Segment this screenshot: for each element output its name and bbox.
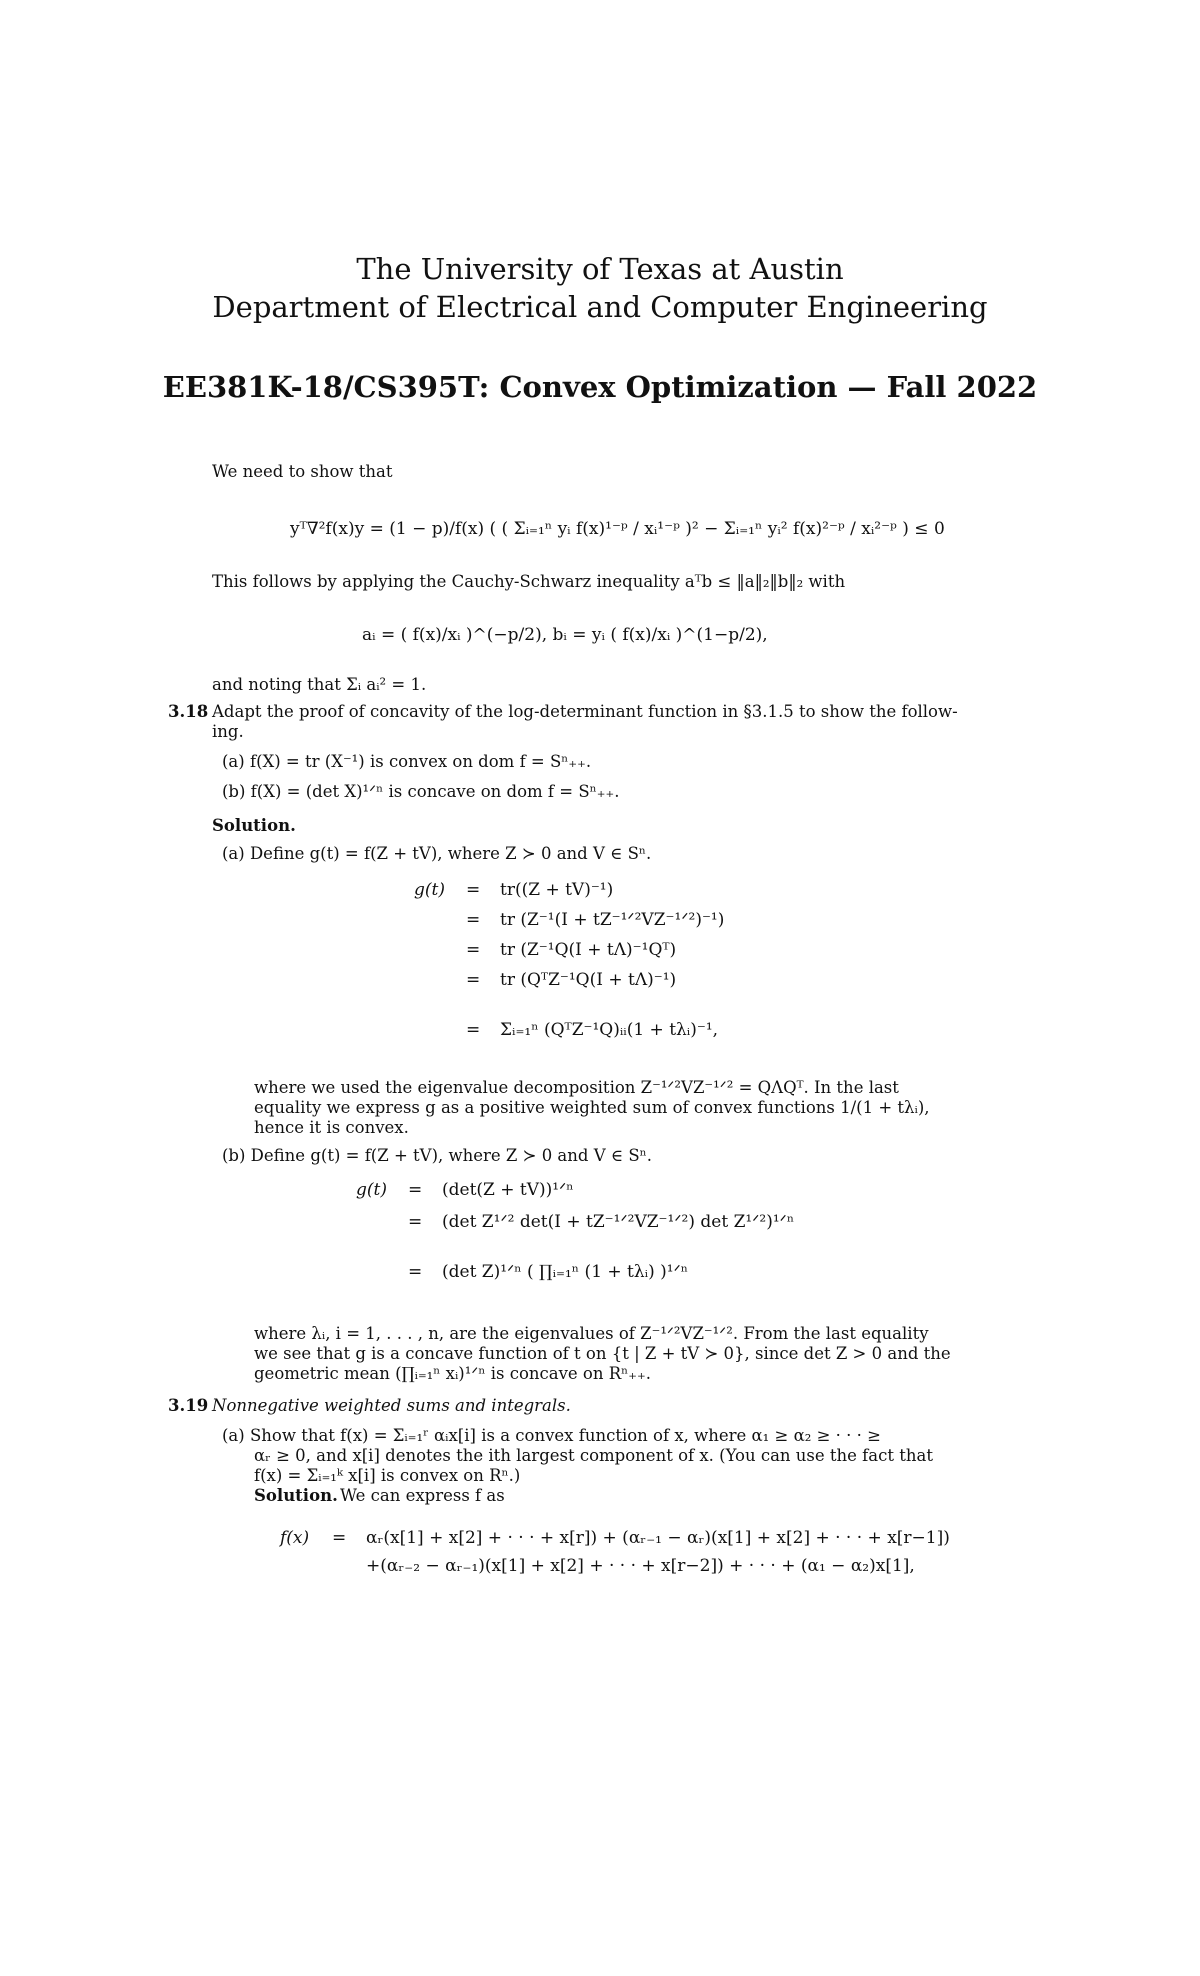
eq-sign: = [466,880,481,900]
cauchy-schwarz-text: This follows by applying the Cauchy-Schwarz inequality aᵀb ≤ ‖a‖₂‖b‖₂ with [212,572,846,591]
problem-3-19-a-3: f(x) = Σᵢ₌₁ᵏ x[i] is convex on Rⁿ.) [254,1466,521,1485]
solution-label: Solution. [212,816,296,835]
f-expansion-row-1: αᵣ(x[1] + x[2] + · · · + x[r]) + (αᵣ₋₁ − αᵣ)(x[1] + x[2] + · · · + x[r−1]) [366,1528,950,1548]
solution-b-lhs: g(t) [356,1180,387,1200]
intro-text: We need to show that [212,462,393,481]
eq-sign: = [466,1020,481,1040]
eq-sign: = [408,1180,423,1200]
eq-sign: = [332,1528,347,1548]
solution-a-after-1: where we used the eigenvalue decomposition Z⁻¹ᐟ²VZ⁻¹ᐟ² = QΛQᵀ. In the last [254,1078,899,1097]
problem-3-19-a-1: (a) Show that f(x) = Σᵢ₌₁ʳ αᵢx[i] is a convex function of x, where α₁ ≥ α₂ ≥ · · · ≥ [222,1426,881,1445]
solution-a-intro: (a) Define g(t) = f(Z + tV), where Z ≻ 0 and V ∈ Sⁿ. [222,844,652,863]
solution-a-row: tr((Z + tV)⁻¹) [500,880,614,900]
solution-b-after-3: geometric mean (∏ᵢ₌₁ⁿ xᵢ)¹ᐟⁿ is concave on Rⁿ₊₊. [254,1364,651,1383]
solution-a-row: tr (Z⁻¹Q(I + tΛ)⁻¹Qᵀ) [500,940,677,960]
department-name: Department of Electrical and Computer Engineering [212,290,988,324]
equation-main-text: yᵀ∇²f(x)y = (1 − p)/f(x) ( ( Σᵢ₌₁ⁿ yᵢ f(x)¹⁻ᵖ / xᵢ¹⁻ᵖ )² − Σᵢ₌₁ⁿ yᵢ² f(x)²⁻ᵖ / xᵢ²⁻ᵖ ) ≤ 0 [290,519,945,539]
equation-main [290,490,945,562]
solution-b-row: (det(Z + tV))¹ᐟⁿ [442,1180,574,1200]
eq-sign: = [408,1262,423,1282]
problem-3-19-title: Nonnegative weighted sums and integrals. [212,1396,571,1415]
solution-a-after-3: hence it is convex. [254,1118,409,1137]
solution-b-after-1: where λᵢ, i = 1, . . . , n, are the eigenvalues of Z⁻¹ᐟ²VZ⁻¹ᐟ². From the last equality [254,1324,929,1343]
solution-a-row: Σᵢ₌₁ⁿ (QᵀZ⁻¹Q)ᵢᵢ(1 + tλᵢ)⁻¹, [500,1020,719,1040]
f-expansion-row-2: +(αᵣ₋₂ − αᵣ₋₁)(x[1] + x[2] + · · · + x[r−2]) + · · · + (α₁ − α₂)x[1], [366,1556,915,1576]
solution-b-after-2: we see that g is a concave function of t on {t | Z + tV ≻ 0}, since det Z > 0 and the [254,1344,951,1363]
solution-b-intro: (b) Define g(t) = f(Z + tV), where Z ≻ 0 and V ∈ Sⁿ. [222,1146,653,1165]
solution-a-lhs: g(t) [414,880,445,900]
solution-label-3-19: Solution. [254,1486,338,1505]
f-lhs: f(x) [280,1528,310,1548]
problem-3-19-a-2: αᵣ ≥ 0, and x[i] denotes the ith largest component of x. (You can use the fact that [254,1446,933,1465]
solution-a-after-2: equality we express g as a positive weighted sum of convex functions 1/(1 + tλᵢ), [254,1098,930,1117]
solution-3-19-text: We can express f as [340,1486,505,1505]
problem-3-18-text-1: Adapt the proof of concavity of the log-determinant function in §3.1.5 to show the follow- [212,702,958,721]
eq-sign: = [466,970,481,990]
solution-b-row: (det Z¹ᐟ² det(I + tZ⁻¹ᐟ²VZ⁻¹ᐟ²) det Z¹ᐟ²)¹ᐟⁿ [442,1212,795,1232]
equation-ab [362,606,782,666]
problem-3-18-a: (a) f(X) = tr (X⁻¹) is convex on dom f = Sⁿ₊₊. [222,752,592,771]
solution-a-row: tr (QᵀZ⁻¹Q(I + tΛ)⁻¹) [500,970,677,990]
course-title: EE381K-18/CS395T: Convex Optimization — Fall 2022 [162,370,1038,404]
equation-ab-text: aᵢ = ( f(x)/xᵢ )^(−p/2), bᵢ = yᵢ ( f(x)/xᵢ )^(1−p/2), [362,625,768,645]
problem-number-3-18: 3.18 [168,702,209,721]
noting-text: and noting that Σᵢ aᵢ² = 1. [212,675,427,694]
eq-sign: = [466,910,481,930]
eq-sign: = [408,1212,423,1232]
solution-a-row: tr (Z⁻¹(I + tZ⁻¹ᐟ²VZ⁻¹ᐟ²)⁻¹) [500,910,725,930]
solution-b-row: (det Z)¹ᐟⁿ ( ∏ᵢ₌₁ⁿ (1 + tλᵢ) )¹ᐟⁿ [442,1262,689,1282]
problem-3-18-text-2: ing. [212,722,244,741]
eq-sign: = [466,940,481,960]
problem-3-18-b: (b) f(X) = (det X)¹ᐟⁿ is concave on dom f = Sⁿ₊₊. [222,782,620,801]
problem-number-3-19: 3.19 [168,1396,209,1415]
university-name: The University of Texas at Austin [356,252,844,286]
